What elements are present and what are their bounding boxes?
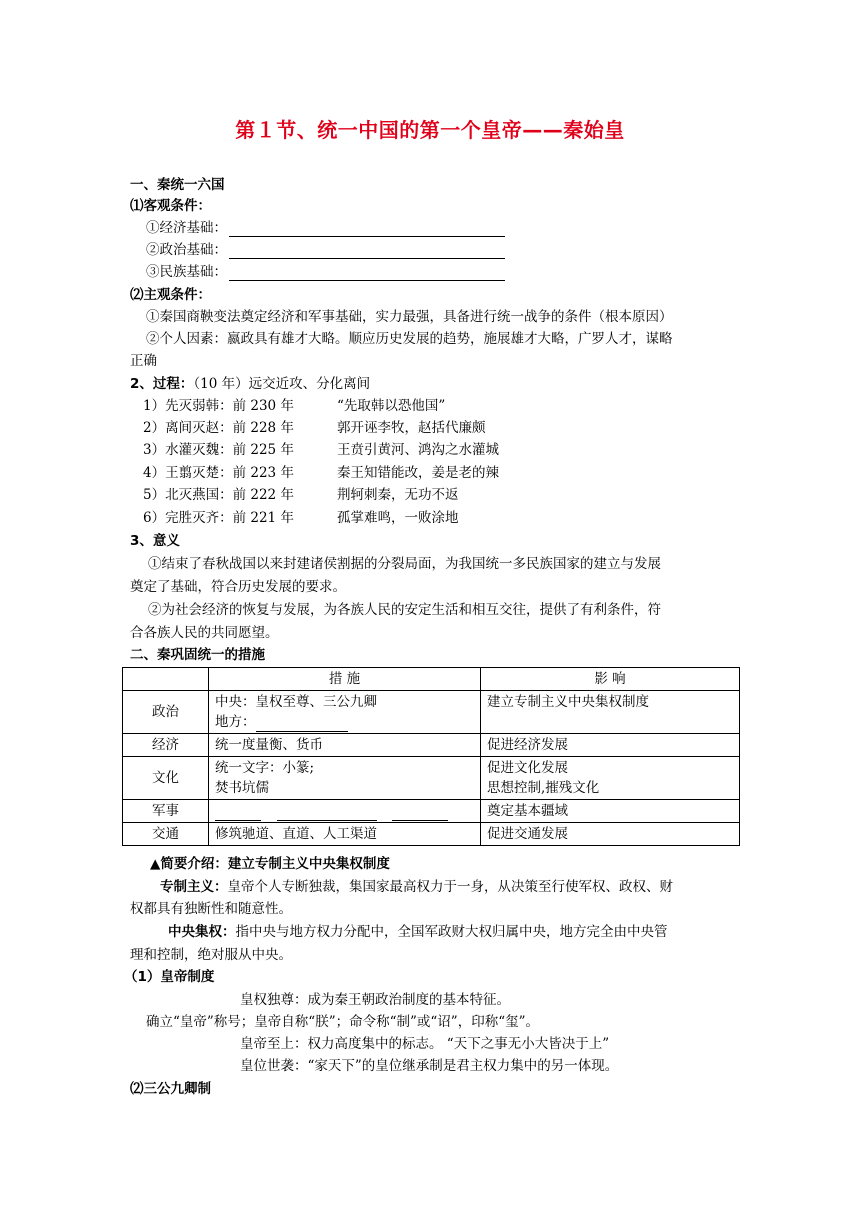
- measure-cell: [209, 734, 481, 757]
- table-header-row: [123, 668, 740, 691]
- step-note: “先取韩以恐他国”: [337, 398, 446, 414]
- autocracy-line: [160, 878, 673, 896]
- field-cell: 政治: [123, 691, 209, 734]
- meaning-label: 3、意义: [130, 533, 180, 549]
- step-name: 6）完胜灭齐：前 221 年: [143, 510, 294, 526]
- field-cell: 交通: [123, 823, 209, 846]
- field-cell: 军事: [123, 800, 209, 823]
- step-note: 荆轲刺秦，无功不返: [337, 487, 459, 503]
- table-header-cell: [123, 668, 209, 691]
- effect-text: 促进交通发展: [487, 826, 568, 842]
- field-cell: 文化: [123, 757, 209, 800]
- effect-cell: [481, 691, 740, 734]
- autocracy-label: 专制主义：: [160, 879, 228, 895]
- central-text-cont: 理和控制，绝对服从中央。: [130, 947, 292, 963]
- table-row: [123, 691, 740, 734]
- objective-item: [146, 263, 505, 281]
- answer-blank: [277, 807, 377, 821]
- effect-text: 促进经济发展: [487, 737, 568, 753]
- step-note: 王贲引黄河、鸿沟之水灌城: [337, 442, 499, 458]
- answer-blank: [392, 807, 448, 821]
- effect-text: 奠定基本疆域: [487, 803, 568, 819]
- answer-blank: [256, 718, 348, 732]
- emperor-text: 皇帝至上：权力高度集中的标志。 “天下之事无小大皆决于上”: [240, 1036, 610, 1052]
- process-label: 2、过程：: [130, 376, 194, 392]
- objective-item: [146, 241, 505, 259]
- central-label: 中央集权：: [168, 924, 236, 940]
- effect-cell: [481, 734, 740, 757]
- meaning-text-1: ①结束了春秋战国以来封建诸侯割据的分裂局面，为我国统一多民族国家的建立与发展: [148, 556, 661, 572]
- measure-text: [215, 712, 474, 732]
- emperor-text: 确立“皇帝”称号；皇帝自称“朕”；命令称“制”或“诏”，印称“玺”。: [146, 1014, 540, 1030]
- effect-text: 思想控制,摧残文化: [487, 780, 600, 796]
- measure-label: 地方：: [215, 714, 256, 730]
- intro-heading: ▲简要介绍：建立专制主义中央集权制度: [150, 856, 390, 872]
- section-1-heading: 一、秦统一六国: [130, 177, 225, 193]
- measure-text: 焚书坑儒: [215, 780, 269, 796]
- measure-text: 统一文字：小篆;: [215, 760, 315, 776]
- answer-blank: [229, 266, 505, 281]
- central-text: 指中央与地方权力分配中，全国军政财大权归属中央，地方完全由中央管: [235, 924, 668, 940]
- meaning-text-2-cont: 合各族人民的共同愿望。: [130, 625, 279, 641]
- step-item: [143, 419, 294, 437]
- meaning-text-1-cont: 奠定了基础，符合历史发展的要求。: [130, 579, 346, 595]
- page-title: 第１节、统一中国的第一个皇帝——秦始皇: [235, 118, 625, 142]
- effect-cell: [481, 823, 740, 846]
- step-item: [143, 397, 294, 415]
- measure-cell: [209, 757, 481, 800]
- measure-cell: [209, 823, 481, 846]
- answer-blank: [229, 222, 505, 237]
- measure-text: 修筑驰道、直道、人工渠道: [215, 826, 377, 842]
- objective-label-ethnic: ③民族基础：: [146, 264, 227, 280]
- step-name: 3）水灌灭魏：前 225 年: [143, 442, 294, 458]
- measures-table: [122, 667, 740, 846]
- subjective-label: ⑵主观条件：: [130, 287, 211, 303]
- step-item: [143, 509, 294, 527]
- answer-blank: [215, 807, 261, 821]
- emperor-text: 皇权独尊：成为秦王朝政治制度的基本特征。: [240, 992, 510, 1008]
- step-item: [143, 441, 294, 459]
- table-header-cell: 影 响: [481, 668, 740, 691]
- step-name: 2）离间灭赵：前 228 年: [143, 420, 294, 436]
- subjective-text-2: ②个人因素：嬴政具有雄才大略。顺应历史发展的趋势，施展雄才大略，广罗人才，谋略: [146, 331, 673, 347]
- step-item: [143, 486, 294, 504]
- table-header-cell: 措 施: [209, 668, 481, 691]
- table-row: [123, 734, 740, 757]
- measure-cell: [209, 800, 481, 823]
- meaning-text-2: ②为社会经济的恢复与发展，为各族人民的安定生活和相互交往，提供了有利条件，符: [148, 602, 661, 618]
- field-cell: 经济: [123, 734, 209, 757]
- objective-item: [146, 219, 505, 237]
- step-name: 4）王翦灭楚：前 223 年: [143, 465, 294, 481]
- answer-blank: [229, 244, 505, 259]
- autocracy-text: 皇帝个人专断独裁，集国家最高权力于一身，从决策至行使军权、政权、财: [227, 879, 673, 895]
- subjective-text-2-cont: 正确: [130, 353, 157, 369]
- objective-label-politics: ②政治基础：: [146, 242, 227, 258]
- emperor-text: 皇位世袭：“家天下”的皇位继承制是君主权力集中的另一体现。: [240, 1058, 619, 1074]
- table-row: [123, 823, 740, 846]
- table-row: [123, 757, 740, 800]
- measure-text: 中央：皇权至尊、三公九卿: [215, 694, 377, 710]
- objective-label-economy: ①经济基础：: [146, 220, 227, 236]
- step-name: 5）北灭燕国：前 222 年: [143, 487, 294, 503]
- effect-cell: [481, 757, 740, 800]
- process-text: （10 年）远交近攻、分化离间: [193, 376, 371, 392]
- section-2-heading: 二、秦巩固统一的措施: [130, 647, 265, 663]
- effect-text: 建立专制主义中央集权制度: [487, 694, 649, 710]
- step-note: 孤掌难鸣，一败涂地: [337, 510, 459, 526]
- step-note: 郭开诬李牧，赵括代廉颇: [337, 420, 486, 436]
- step-note: 秦王知错能改，姜是老的辣: [337, 465, 499, 481]
- process-line: [130, 375, 370, 393]
- subjective-text-1: ①秦国商鞅变法奠定经济和军事基础，实力最强，具备进行统一战争的条件（根本原因）: [146, 309, 673, 325]
- measure-text: 统一度量衡、货币: [215, 737, 323, 753]
- autocracy-text-cont: 权都具有独断性和随意性。: [130, 901, 292, 917]
- step-name: 1）先灭弱韩：前 230 年: [143, 398, 294, 414]
- emperor-label: （1）皇帝制度: [124, 969, 215, 985]
- table-row: [123, 800, 740, 823]
- objective-label: ⑴客观条件：: [130, 198, 211, 214]
- three-lords-label: ⑵三公九卿制: [130, 1081, 211, 1097]
- central-line: [168, 923, 668, 941]
- measure-cell: [209, 691, 481, 734]
- step-item: [143, 464, 294, 482]
- effect-cell: [481, 800, 740, 823]
- effect-text: 促进文化发展: [487, 760, 568, 776]
